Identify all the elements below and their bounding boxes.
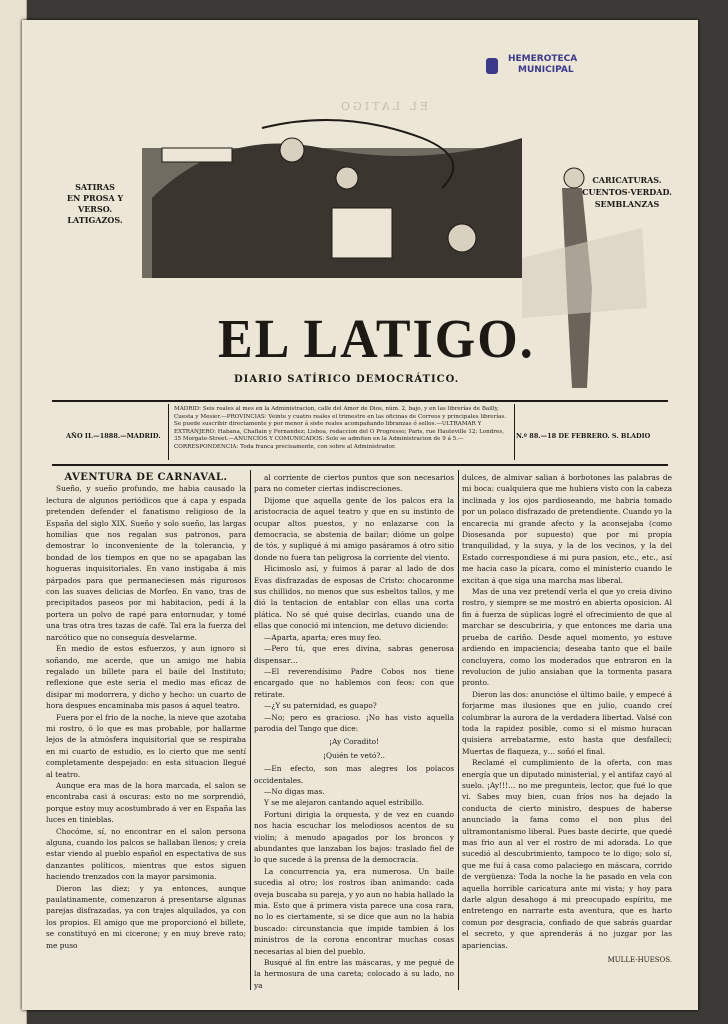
- divider: [52, 400, 668, 402]
- bleed-through-text: EL LATIGO: [338, 100, 428, 113]
- issue-number: N.º 88.—18 DE FEBRERO. S. BLADIO: [516, 432, 651, 440]
- newspaper-title: EL LATIGO.: [218, 309, 535, 370]
- left-tagline: SATIRAS EN PROSA Y VERSO. LATIGAZOS.: [66, 182, 124, 225]
- coat-of-arms-icon: [486, 58, 498, 74]
- author-signature: MULLE-HUESOS.: [607, 956, 672, 965]
- subscription-info: MADRID: Seis reales al mes en la Administracion, calle del Amor de Dios, núm. 2, bajo, y en las librerías de Bailly, Cuesta y Mesier.—PROVINCIAS: Veinte y cuatro reales el trimestre en las oficinas de Correos y principales librerías. Se puede suscribir directamente y por menor á siete reales acompañando libranzas ó sellos.—ULTRAMAR Y EXTRANJERO: Habana, Chaflain y Fernandez; Lisboa, redaccion del O Progresso; Paris, rue Hauteville 12; Londres, 35 Morgate-Street.—ANUNCIOS Y COMUNICADOS: Solo se admiten en la Administracion de 9 á 5.—CORRESPONDENCIA: Toda franca precisamente, con sobre al Administrador.: [174, 406, 507, 450]
- column-1: AVENTURA DE CARNAVAL. Sueño, y sueño profundo, me habia causado la lectura de algunos periódicos que á capa y espada pretenden defender el fanatismo religioso de la España del siglo XIX. Sueño y solo sueño, las largas homilías que nos regalan sus patronos, para demostrar lo inconveniente de la tolerancia, y bondad de los tiempos en que no se apagaban las hogueras inquisitoriales. En vano instigaba á mis párpados para que permaneciesen más rigurosos con las suaves delicias de Morfeo. En vano, tras de precipitados paseos por mi habitacion, pedí á la portera un polvo de rapé para entornudar, y tomé una tras otra tres tazas de café. Tal era la fuerza del narcótico que no conseguía desvelarme. En medio de estos esfuerzos, y aun ignoro si soñando, me acerde, que un amigo me habia regalado un billete para el baile del Instituto; reflexione que este seria el medio mas eficaz de disipar mi modorrera, y dicho y hecho: un cuarto de hora despues encaminaba mis pasos á aquel teatro. Fuera por el frio de la noche, la nieve que azotaba mi rostro, ó lo que es mas probable, por hallarme lejos de la atmósfera inquisitorial que se respiraba en mi cuarto de estudio, es lo cierto que me sentí completamente despejado: en esta situacion llegué al teatro. Aunque era mas de la hora marcada, el salon se encontraba casi á oscuras: esto no me sorprendió, porque estoy muy acostumbrado á ver en España las luces en tinieblas. Chocóme, sí, no encontrar en el salon persona alguna, cuando los palcos se hallaban llenos; y creia estar viendo al pueblo español en espectativa de sus danzantes políticos, mientras que estos siguen haciendo trenzados con la mayor parsimonia. Dieron las diez; y ya entonces, aunque paulatinamente, comenzaron á presentarse algunas parejas disfrazadas, ya con trajes alquilados, ya con los propios. El amigo que me proporcionó el billete, se constituyó en mi cicerone; y en muy breve rato; me puso: [46, 472, 246, 950]
- divider: [52, 464, 668, 466]
- right-tagline: CARICATURAS. CUENTOS·VERDAD. SEMBLANZAS: [582, 175, 672, 209]
- issue-year: AÑO II.—1888.—MADRID.: [66, 432, 161, 440]
- column-divider: [250, 470, 251, 990]
- column-3: dulces, de almivar salian á borbotones las palabras de mi boca: cualquiera que me hubiera visto con la cabeza inclinada y los ojos pardioseando, me habria tomado por un polaco disfrazado de pretendiente. Cuando yo la encarecia mi grande afecto y la aconsejaba (como Diosesanda por supuesto) que por mi propia tranquilidad, y la suya, y la de los vecinos, y la del Estado correspondiese á mi pura pasion, etc., etc., así me hacia caso la pícara, como el ministerio cuando le excitan á que siga una marcha mas liberal. Mas de una vez pretendí verla el que yo creia divino rostro, y siempre se me mostró en abierta oposicion. Al fin á fuerza de súplicas logré el ofrecimiento de que al marchar se descubriria, y que entonces me daria una prueba de cariño. Desde aquel momento, yo estuve ardiendo en impaciencia; deseaba tanto que el baile concluyera, como los moderados que entraron en la revolucion de julio ansiaban que la tormenta pasara pronto. Dieron las dos: anuncióse el último baile, y empecé á forjarme mas ilusiones que en julio, cuando creí columbrar la aurora de la verdadera libertad. Valsé con toda la rapidez posible, como si el mismo huracan quisiera arrebatarme, esto hasta que desfallecí; Muertas de flaqueza, y… soñó el final. Reclamé el cumplimiento de la oferta, con mas energía que un diputado ministerial, y el antifaz cayó al suelo. ¡Ay!!!… no me pregunteis, lector, que fué lo que vi. Sabes muy bien, cuan fríos nos ha dejado la conducta de cierto ministro, despues de haberse anunciado la fama como el non plus del ultramontanismo liberal. Pues baste decirte, que quedé mas frio aun al ver el rostro de mi adorada. Lo que sucedió al descubrimiento, tampoco te lo digo; solo sí, que me fuí á casa como palaciego en máscara, corrido de vergüenza: Toda la noche la he pasado en vela con aquella horrible caricatura ante mi vista; y hoy para darle algun desahogo á mi preocupado espíritu, me entretengo en narrarte esta aventura, que es harto comun por desgracia, confiado de que sabrás guardar el secreto, y que aprenderás á no juzgar por las apariencias. MULLE-HUESOS.: [462, 472, 672, 966]
- divider: [514, 404, 515, 460]
- library-stamp: HEMEROTECA MUNICIPAL: [508, 54, 577, 76]
- divider: [168, 404, 169, 460]
- article-title: AVENTURA DE CARNAVAL.: [64, 472, 228, 483]
- newspaper-subtitle: DIARIO SATÍRICO DEMOCRÁTICO.: [234, 374, 460, 385]
- newspaper-page: [22, 20, 698, 1010]
- column-divider: [458, 470, 459, 990]
- column-2: al corriente de ciertos puntos que son necesarios para no cometer ciertas indiscreciones. Dijome que aquella gente de los palcos era la aristocracia de aquel teatro y que en su instinto de ocupar altos puestos, y no enlazarse con la democracia, se abstenia de bailar; dióme un golpe de tós, y supliqué á mi amigo pasáramos á otro sitio donde no fuera tan peligrosa la corriente del viento. Hicimoslo así, y fuimos á parar al lado de dos Evas disfrazadas de esposas de Cristo: chocaronme sus chillidos, no menos que sus esbeltos tallos, y me dió la tentacion de entablar con ellas una corta plática. No sé qué quise decirlas, cuando una de ellas que conoció mi intencion, me detuvo diciendo: —Aparta, aparta; eres muy feo. —Pero tú, que eres divina, sabras generosa dispensar… —El reverendísimo Padre Cobos nos tiene encargado que no hablemos con feos: con que retirate. —¿Y su paternidad, es guapo? —No; pero es gracioso. ¡No has visto aquella parodia del Tango que dice: ¡Ay Coradito! ¡Quién te vetó?.. —En efecto, son mas alegres los polacos occidentales. —No digas mas. Y se me alejaron cantando aquel estribillo. Fortuni dirigia la orquesta, y de vez en cuando nos hacia escuchar los melodiosos acentos de su violin; á menudo apagados por los broncos y abundantes que lanzaban los bajos: traslado fiel de lo que sucede á la prensa de la democracia. La concurrencia ya, era numerosa. Un baile sucedia al otro; los rostros iban animando: cada oveja buscaba su pareja, y yo aun no habia hallado la mia. Esto que á primera vista parece una cosa rara, no lo es ciertamente, si se dice que aun no la habia buscado: circunstancia que impide tambien á los ministros de la corona encontrar muchas cosas necesarias al bien del pueblo. Busqué al fin entre las máscaras, y me pegué de la hermosura de una careta; colocado á su lado, no ya: [254, 473, 454, 990]
